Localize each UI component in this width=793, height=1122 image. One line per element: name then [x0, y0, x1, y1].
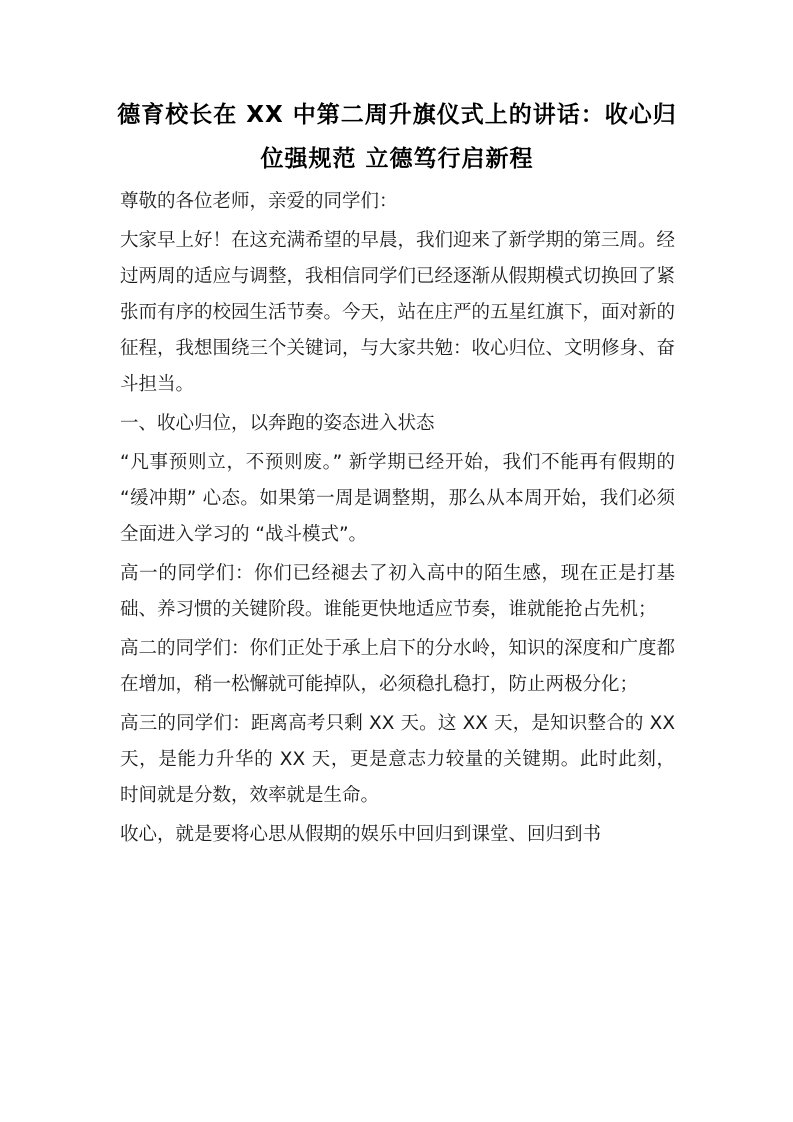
paragraph-focus: 收心，就是要将心思从假期的娱乐中回归到课堂、回归到书 — [120, 824, 602, 845]
document-title: 德育校长在 XX 中第二周升旗仪式上的讲话：收心归位强规范 立德笃行启新程 — [117, 102, 677, 172]
salutation: 尊敬的各位老师，亲爱的同学们： — [120, 191, 398, 212]
paragraph-grade-12: 高三的同学们：距离高考只剩 XX 天。这 XX 天，是知识整合的 XX 天，是能力升华的 XX 天，更是意志力较量的关键期。此时此刻，时间就是分数，效率就是生命。 — [120, 713, 675, 806]
section-heading-1: 一、收心归位，以奔跑的姿态进入状态 — [120, 413, 435, 434]
paragraph-greeting: 大家早上好！在这充满希望的早晨，我们迎来了新学期的第三周。经过两周的适应与调整，我相信同学们已经逐渐从假期模式切换回了紧张而有序的校园生活节奏。今天，站在庄严的五星红旗下，面对新的征程，我想围绕三个关键词，与大家共勉：收心归位、文明修身、奋斗担当。 — [120, 230, 676, 395]
paragraph-quote: “凡事预则立，不预则废。” 新学期已经开始，我们不能再有假期的 “缓冲期” 心态。如果第一周是调整期，那么从本周开始，我们必须全面进入学习的 “战斗模式”。 — [120, 452, 675, 545]
document-body — [120, 184, 675, 856]
paragraph-grade-11: 高二的同学们：你们正处于承上启下的分水岭，知识的深度和广度都在增加，稍一松懈就可能掉队，必须稳扎稳打，防止两极分化； — [120, 638, 676, 695]
paragraph-grade-10: 高一的同学们：你们已经褪去了初入高中的陌生感，现在正是打基础、养习惯的关键阶段。谁能更快地适应节奏，谁就能抢占先机； — [120, 563, 675, 620]
